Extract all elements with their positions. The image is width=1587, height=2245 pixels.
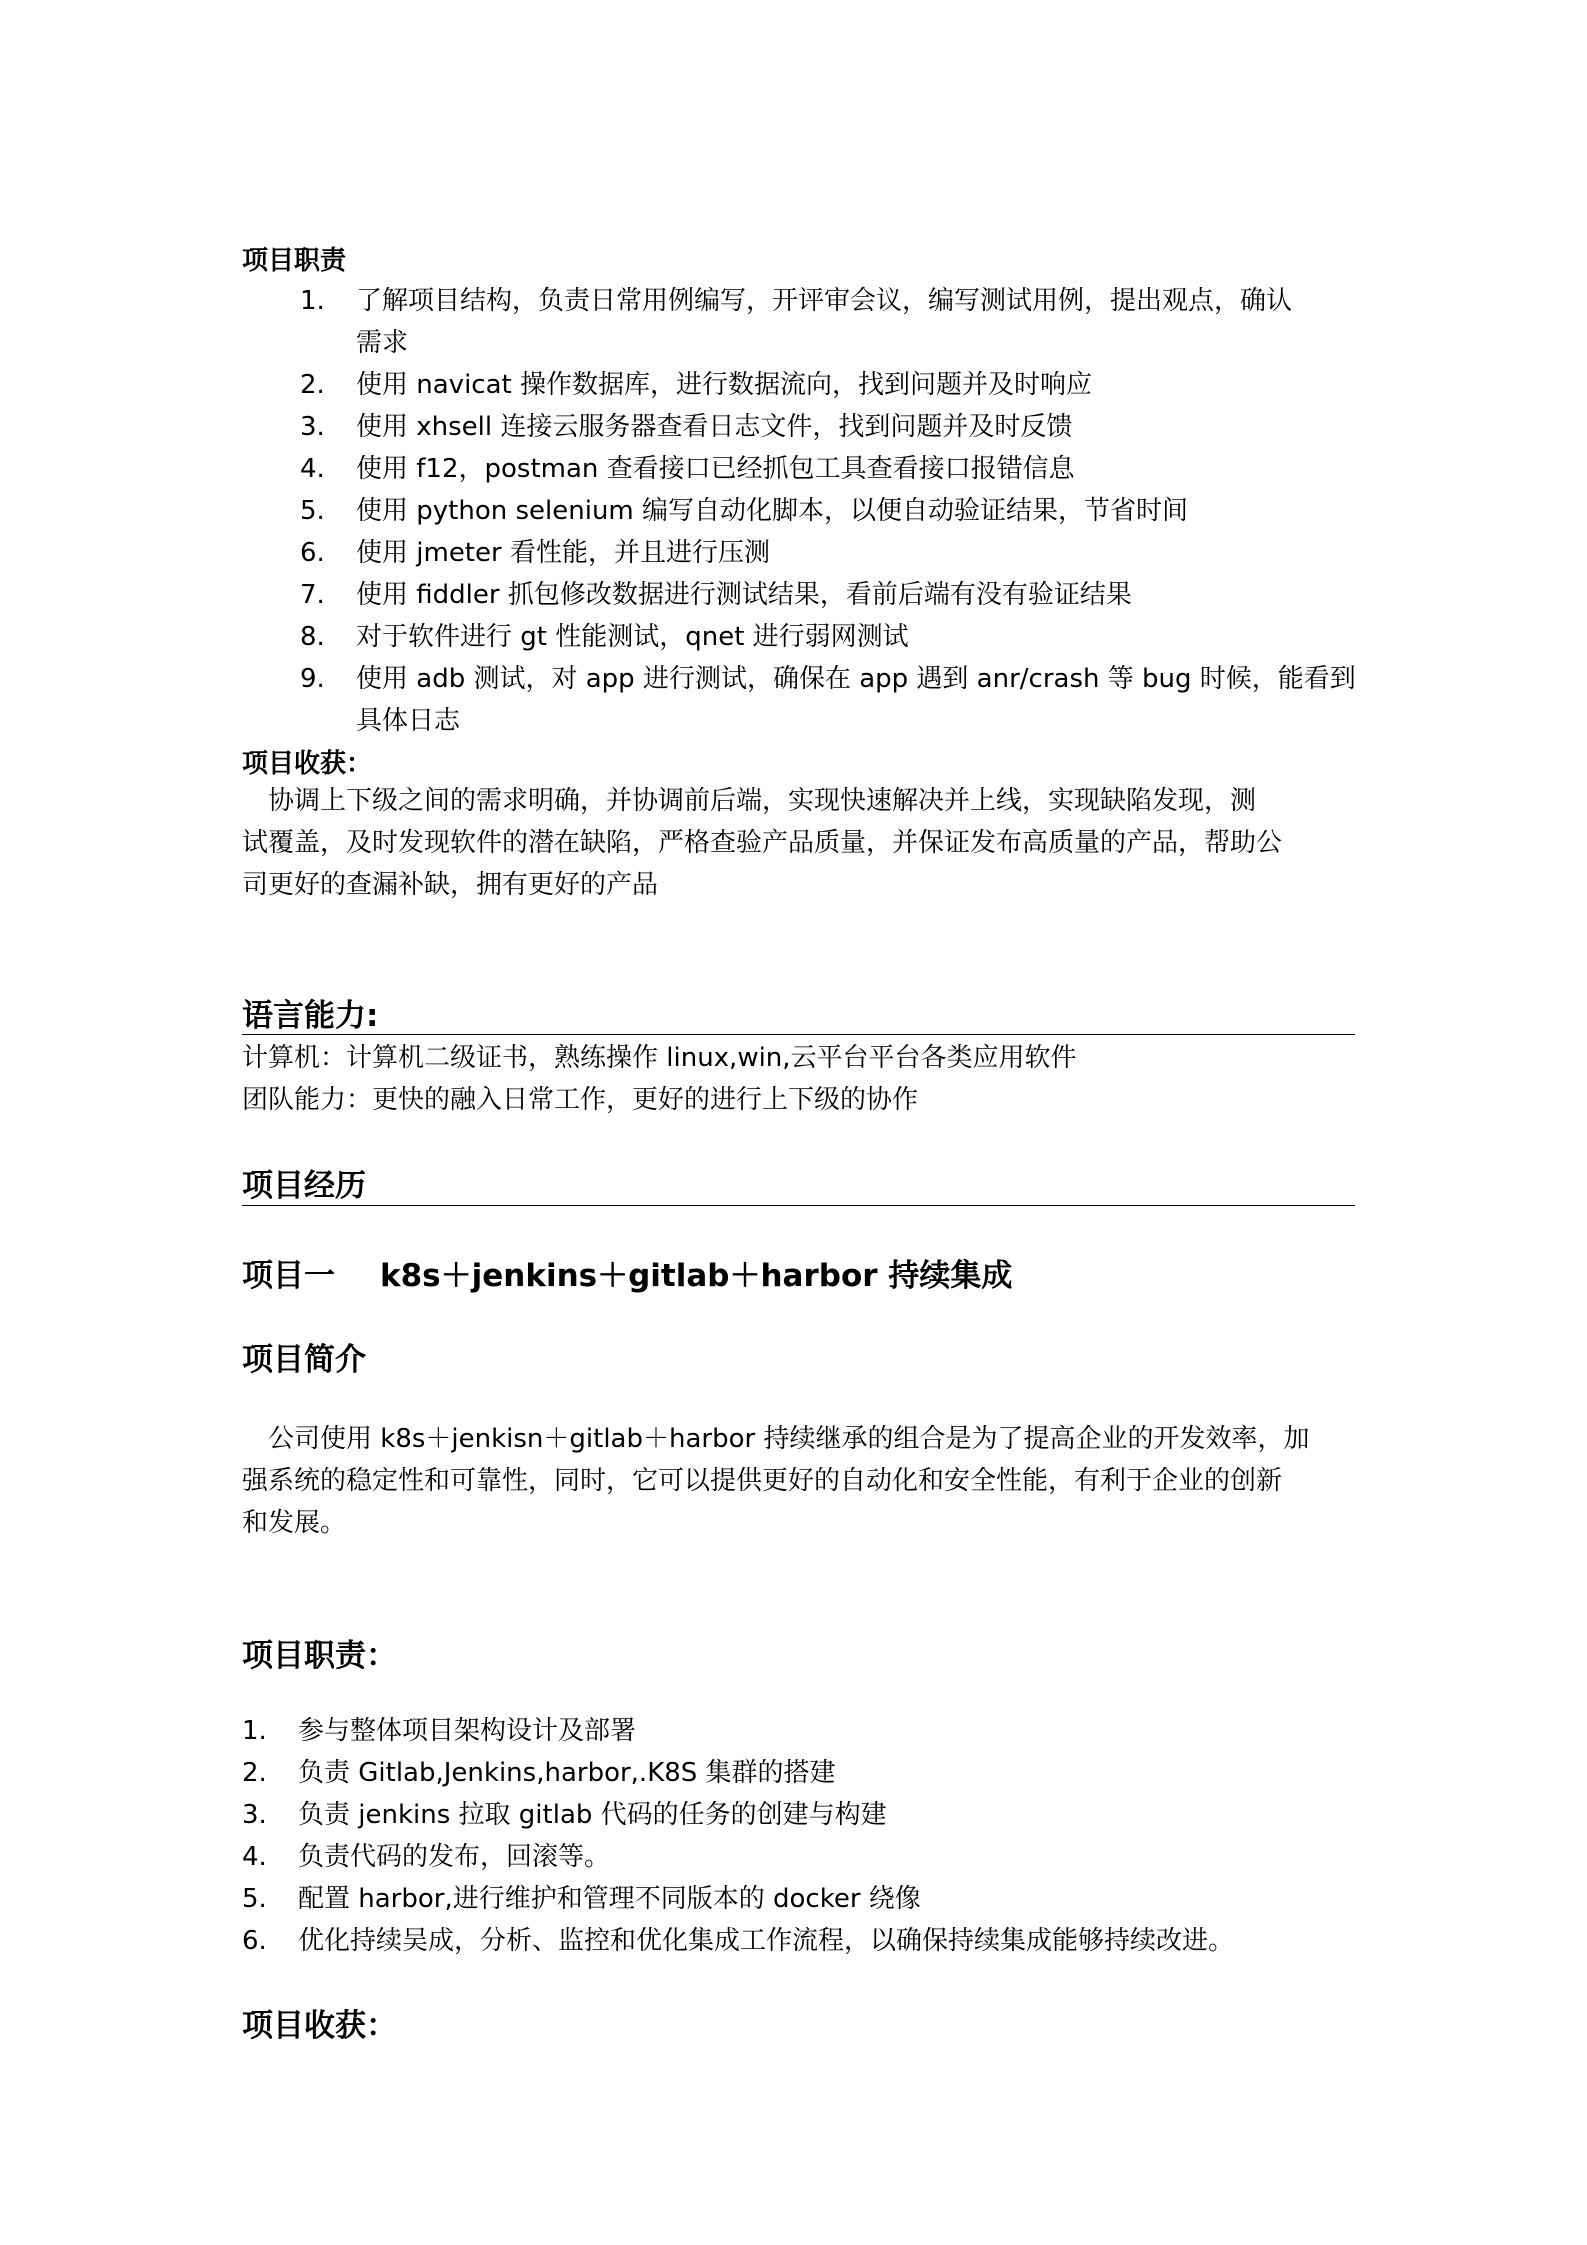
experience-heading: 项目经历 <box>242 1168 366 1204</box>
list-item: 2. 使用 navicat 操作数据库，进行数据流向，找到问题并及时响应 <box>300 370 1092 400</box>
list-item: 4. 负责代码的发布，回滚等。 <box>242 1842 611 1872</box>
list-item: 4. 使用 f12，postman 查看接口已经抓包工具查看接口报错信息 <box>300 454 1075 484</box>
list-item: 9. 使用 adb 测试，对 app 进行测试，确保在 app 遇到 anr/crash 等 bug 时候，能看到 具体日志 <box>300 664 1356 736</box>
project-name: k8s＋jenkins＋gitlab＋harbor 持续集成 <box>380 1258 1013 1294</box>
list-item: 6. 优化持续吴成，分析、监控和优化集成工作流程，以确保持续集成能够持续改进。 <box>242 1926 1235 1956</box>
list-item: 3. 负责 jenkins 拉取 gitlab 代码的任务的创建与构建 <box>242 1800 887 1830</box>
experience-divider <box>242 1205 1355 1206</box>
gains-paragraph: 协调上下级之间的需求明确，并协调前后端，实现快速解决并上线，实现缺陷发现，测 试覆盖，及时发现软件的潜在缺陷，严格查验产品质量，并保证发布高质量的产品，帮助公 司更好的查漏补缺，拥有更好的产品 <box>242 786 1283 900</box>
list-item: 7. 使用 fiddler 抓包修改数据进行测试结果，看前后端有没有验证结果 <box>300 580 1132 610</box>
language-heading: 语言能力: <box>242 998 379 1034</box>
list-item: 6. 使用 jmeter 看性能，并且进行压测 <box>300 538 770 568</box>
project-label: 项目一 <box>242 1258 335 1294</box>
gains2-heading: 项目收获： <box>242 2008 397 2044</box>
duties2-heading: 项目职责： <box>242 1638 397 1674</box>
duties-heading: 项目职责 <box>242 246 347 276</box>
intro-paragraph: 公司使用 k8s＋jenkisn＋gitlab＋harbor 持续继承的组合是为了提高企业的开发效率，加 强系统的稳定性和可靠性，同时，它可以提供更好的自动化和安全性能，有利于企业的创新 和发展。 <box>242 1424 1310 1538</box>
list-item: 5. 配置 harbor,进行维护和管理不同版本的 docker 绕像 <box>242 1884 921 1914</box>
list-item: 5. 使用 python selenium 编写自动化脚本，以便自动验证结果，节省时间 <box>300 496 1189 526</box>
duties-list <box>300 280 1356 742</box>
gains-heading: 项目收获： <box>242 749 373 779</box>
list-item: 8. 对于软件进行 gt 性能测试，qnet 进行弱网测试 <box>300 622 909 652</box>
list-item: 1. 参与整体项目架构设计及部署 <box>242 1716 637 1746</box>
duties2-list <box>242 1710 1358 1962</box>
list-item: 2. 负责 Gitlab,Jenkins,harbor,.K8S 集群的搭建 <box>242 1758 836 1788</box>
list-item: 3. 使用 xhsell 连接云服务器查看日志文件，找到问题并及时反馈 <box>300 412 1073 442</box>
language-divider <box>242 1034 1355 1035</box>
language-paragraph: 计算机：计算机二级证书，熟练操作 linux,win,云平台平台各类应用软件 团队能力：更快的融入日常工作，更好的进行上下级的协作 <box>242 1043 1077 1115</box>
intro-heading: 项目简介 <box>242 1342 366 1378</box>
list-item: 1. 了解项目结构，负责日常用例编写，开评审会议，编写测试用例，提出观点，确认 需求 <box>300 286 1293 358</box>
